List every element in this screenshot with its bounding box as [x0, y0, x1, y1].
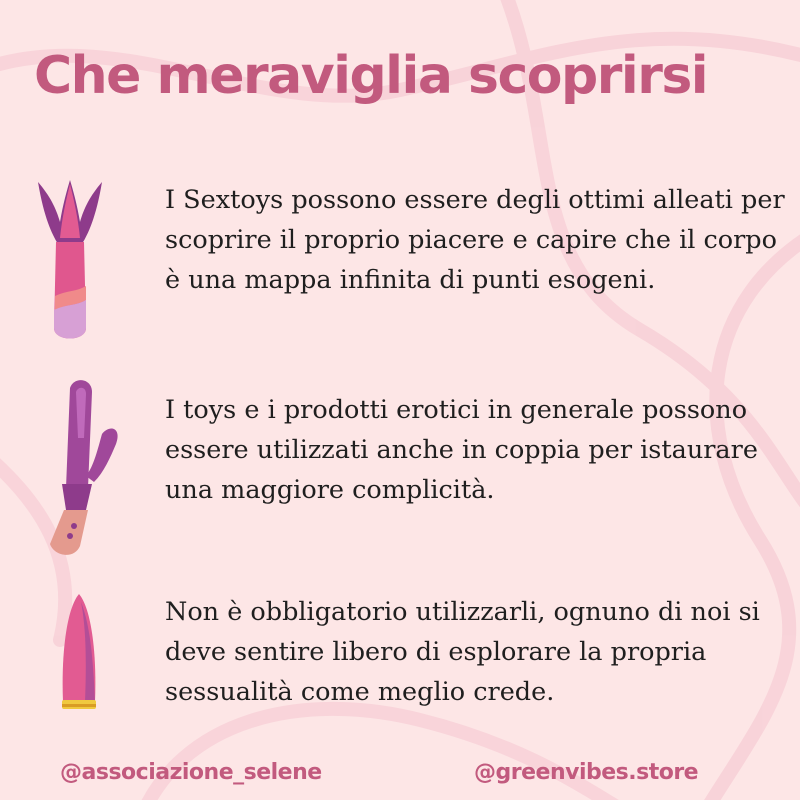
footer-handle-left[interactable]: @associazione_selene — [60, 760, 322, 785]
rabbit-vibrator-icon — [40, 378, 130, 563]
item-text: I toys e i prodotti erotici in generale possono essere utilizzati anche in coppia per istaurare una maggiore complicità. — [165, 395, 758, 505]
footer-handle-right[interactable]: @greenvibes.store — [474, 760, 699, 785]
bullet-vibrator-icon — [55, 592, 105, 722]
item-text: Non è obbligatorio utilizzarli, ognuno di noi si deve sentire libero di esplorare la propria sessualità come meglio crede. — [165, 597, 760, 707]
item-text: I Sextoys possono essere degli ottimi alleati per scoprire il proprio piacere e capire che il corpo è una mappa infinita di punti esogeni. — [165, 185, 785, 295]
tulip-vibrator-icon — [30, 178, 110, 348]
page-title: Che meraviglia scoprirsi — [34, 46, 708, 106]
